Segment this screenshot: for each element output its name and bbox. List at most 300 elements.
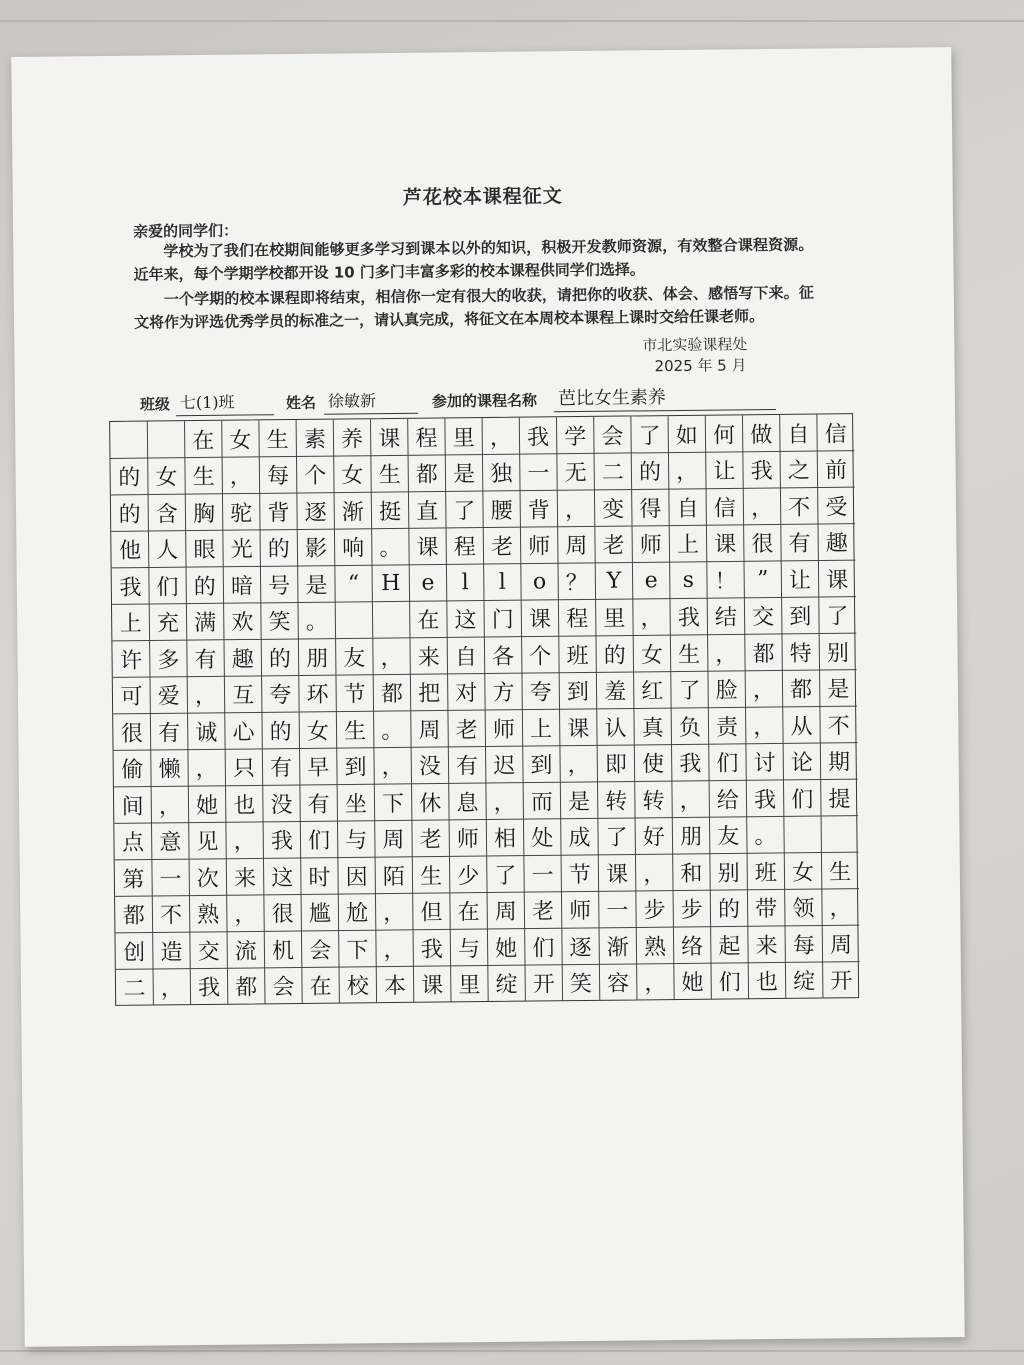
name-label: 姓名 [285,393,317,413]
grid-cell: ， [160,976,183,1002]
grid-cell: ， [750,495,774,521]
grid-cell: 但 [420,900,443,926]
grid-cell [147,421,185,458]
grid-cell [335,602,373,639]
grid-cell: 里 [458,973,481,999]
grid-cell: 陌 [382,864,405,890]
grid-cell: 我 [679,752,702,778]
grid-cell: 很 [120,721,144,747]
grid-cell: 了 [605,825,628,852]
grid-cell: 。 [754,824,777,850]
grid-cell: 也 [233,793,256,819]
grid-cell: 无 [564,461,587,487]
grid-cell: 的 [118,502,141,528]
grid-cell: 时 [308,865,331,891]
grid-cell: 在 [417,608,440,634]
grid-cell: 了 [453,498,476,525]
grid-cell: 让 [713,459,736,485]
grid-cell: 养 [340,427,364,453]
grid-cell: 驼 [230,501,253,527]
grid-cell: 周 [418,718,441,744]
grid-cell: 不 [788,495,811,521]
grid-cell: 从 [790,714,813,740]
grid-cell: 很 [271,902,294,928]
grid-cell: 他 [118,538,142,565]
grid-cell: ？ [565,570,588,596]
grid-cell: ， [644,971,667,997]
grid-cell: 熟 [643,934,667,961]
grid-cell: 许 [120,648,143,674]
grid-cell: 程 [566,607,589,633]
grid-cell: 心 [232,720,255,746]
grid-cell: ， [234,902,257,928]
course-label: 参加的课程名称 [431,391,538,411]
grid-cell: 朋 [679,825,703,851]
grid-cell: 转 [642,788,665,815]
grid-cell: 信 [713,496,736,522]
grid-cell: 们 [716,751,739,777]
grid-cell: 创 [123,940,146,966]
grid-cell [110,422,148,459]
grid-cell: 而 [530,790,554,816]
grid-cell: 的 [267,537,290,563]
grid-cell: 的 [268,646,292,673]
grid-cell: ， [194,684,218,710]
grid-cell: 们 [532,936,555,962]
grid-cell: ， [381,755,404,781]
grid-cell: 来 [755,933,778,959]
grid-cell: 周 [494,899,517,926]
grid-cell: 开 [532,972,555,998]
grid-cell: H [381,570,401,596]
class-label: 班级 [139,395,171,414]
grid-cell: 渐 [606,935,629,961]
grid-cell: 环 [306,682,329,709]
grid-cell: 课 [528,607,552,633]
grid-cell: 来 [417,645,440,671]
grid-cell: ， [229,464,253,490]
grid-cell: 相 [493,826,517,853]
grid-cell: Y [606,568,622,594]
grid-cell: 意 [159,830,182,856]
grid-cell: 会 [309,938,332,964]
grid-cell: ， [564,497,588,523]
grid-cell: 不 [827,713,850,740]
grid-cell: 课 [416,535,439,561]
grid-cell: “ [347,571,360,597]
grid-cell: 师 [569,899,592,925]
grid-cell: 课 [605,862,629,888]
grid-cell: 背 [527,498,550,524]
grid-cell: 里 [452,425,475,452]
grid-cell: ， [380,645,403,671]
grid-cell: 脸 [715,678,738,704]
grid-cell: 步 [680,898,703,924]
grid-cell: 我 [119,575,142,601]
grid-cell: ， [489,425,513,451]
grid-cell: ， [643,861,666,888]
grid-cell: 上 [119,611,142,638]
grid-cell: 这 [271,865,294,892]
grid-cell: 生 [343,719,367,745]
grid-cell: 对 [455,681,478,707]
grid-cell: 尬 [345,901,369,927]
grid-cell: 友 [343,646,366,672]
grid-cell: 自 [676,496,699,522]
grid-cell: 也 [755,970,779,996]
grid-cell: 了 [638,423,661,450]
grid-cell: 班 [754,860,777,886]
grid-cell: 交 [197,939,220,965]
grid-cell: 与 [457,936,481,963]
grid-cell: ， [158,793,182,820]
grid-cell: 下 [381,791,405,817]
grid-cell: 一 [531,863,554,889]
grid-cell: 转 [605,789,628,815]
grid-cell: 们 [156,574,179,601]
grid-cell: 周 [829,932,853,959]
name-value: 徐敏新 [327,391,377,411]
grid-cell: 生 [678,642,701,668]
grid-cell: 是 [452,462,476,488]
grid-cell: 渐 [341,500,364,526]
grid-cell: 造 [160,939,183,966]
grid-cell: 别 [826,640,850,667]
grid-cell: 素 [303,427,327,453]
grid-cell: 的 [118,465,141,492]
grid-cell: 都 [235,975,258,1001]
grid-cell: 迟 [493,753,516,780]
grid-cell: 诚 [195,720,218,746]
grid-cell: 课 [714,532,737,558]
grid-cell: 在 [192,428,215,454]
grid-cell: 因 [345,865,368,891]
grid-cell: 含 [155,501,178,528]
grid-cell: 班 [566,643,589,669]
grid-cell: 互 [232,683,255,709]
grid-cell: 有 [455,754,479,780]
grid-cell: 老 [602,533,625,560]
grid-cell: 有 [307,792,330,818]
grid-cell: 师 [456,827,480,853]
grid-cell: 是 [827,677,850,703]
grid-cell: 没 [270,792,293,819]
grid-cell: 次 [196,866,220,892]
grid-cell: 女 [341,463,364,489]
grid-cell: 夸 [529,680,552,706]
grid-cell: 没 [418,754,442,780]
grid-cell: 机 [271,938,295,965]
grid-cell: 。 [381,718,404,744]
grid-cell: 夸 [269,683,292,709]
grid-cell: 只 [232,756,256,782]
grid-cell: 下 [346,938,369,964]
grid-cell: 到 [566,680,590,706]
grid-cell: 光 [230,537,253,563]
name-underline [324,413,418,415]
grid-cell: 生 [192,465,215,491]
grid-cell: 充 [156,611,180,637]
intro-paragraph: 学校为了我们在校期间能够更多学习到课本以外的知识，积极开发教师资源，有效整合课程资源。近年来，每个学期学校都开设 10 门多门丰富多彩的校本课程供同学们选择。 [133,235,814,284]
grid-cell: 把 [418,681,441,707]
grid-cell: ， [493,790,516,816]
grid-cell: 号 [268,573,291,600]
grid-cell: 女 [306,719,330,745]
grid-cell: 即 [604,752,628,779]
grid-cell: 欢 [231,610,254,636]
grid-cell: 个 [529,644,552,670]
grid-cell: 直 [416,499,439,525]
grid-cell: 笑 [268,610,291,636]
greeting: 亲爱的同学们： [133,221,239,241]
floor-seam [0,20,1024,22]
grid-cell: 络 [681,934,704,960]
grid-cell: 责 [715,715,739,741]
grid-cell: 不 [159,903,183,929]
grid-cell: ， [829,896,852,922]
class-underline [176,414,274,416]
grid-cell: 我 [420,937,443,963]
grid-cell: 二 [601,460,624,487]
grid-cell: 给 [716,788,740,814]
grid-cell: 信 [824,421,847,448]
grid-cell: 每 [792,933,815,959]
grid-cell: l [498,569,507,595]
grid-cell: 坐 [344,792,368,818]
grid-cell: 何 [712,423,736,449]
grid-cell: 趣 [825,531,848,557]
grid-cell: 成 [568,826,591,852]
grid-cell: e [644,567,658,594]
grid-cell: ， [195,757,218,783]
grid-cell: 背 [267,500,290,527]
grid-cell: 学 [564,424,587,450]
grid-cell: 二 [123,976,146,1003]
grid-cell: 生 [419,864,443,890]
grid-cell: 这 [454,608,477,634]
grid-cell: ， [233,829,256,855]
grid-cell: 会 [601,424,624,450]
grid-cell: 期 [827,750,851,776]
grid-cell: 们 [718,970,741,996]
grid-cell: 周 [382,828,405,854]
grid-cell: 我 [197,976,221,1002]
grid-cell: s [682,567,695,593]
grid-cell: 开 [830,969,853,995]
grid-cell: 都 [122,903,146,930]
grid-cell: 一 [159,866,182,893]
grid-cell: 老 [419,827,442,853]
essay-title: 芦花校本课程征文 [402,185,563,209]
grid-cell: 少 [457,863,480,890]
grid-cell: 的 [269,719,292,746]
grid-cell: ， [753,714,776,740]
grid-cell: 有 [269,756,293,782]
class-value: 七(1)班 [179,392,235,413]
grid-cell: 结 [714,605,738,631]
grid-cell: 们 [791,787,814,813]
grid-cell: 课 [421,973,444,999]
essay-line [116,962,860,1006]
issue-date: 2025 年 5 月 [654,356,747,376]
grid-cell: 各 [492,644,515,670]
grid-cell: 息 [456,790,479,817]
grid-cell: 胸 [192,501,216,527]
grid-cell: ” [757,566,769,592]
grid-cell: l [461,569,469,596]
grid-cell: 很 [751,532,774,558]
grid-cell: 起 [718,934,741,960]
grid-cell: 点 [121,830,145,857]
grid-cell: 有 [158,720,181,747]
grid-cell: ， [679,788,702,814]
grid-cell: 自 [454,644,478,671]
grid-cell: 趣 [231,647,254,673]
grid-cell: 我 [677,606,700,632]
grid-cell: ， [383,901,406,927]
grid-cell: 了 [678,679,701,705]
grid-cell: 处 [531,826,554,852]
essay-paper [11,47,964,1347]
grid-cell: 负 [678,715,702,741]
grid-cell: 间 [121,794,144,820]
grid-cell: 影 [304,536,328,563]
grid-cell: 师 [492,717,516,743]
grid-cell: 节 [568,862,591,888]
grid-cell: 个 [304,463,327,490]
grid-cell: 熟 [197,903,220,929]
grid-cell: o [532,569,547,595]
grid-cell: ， [567,753,590,779]
grid-cell: 方 [492,680,515,707]
grid-cell: 和 [680,861,703,887]
grid-cell: 论 [790,750,814,777]
grid-cell: 老 [490,534,514,561]
grid-cell: 第 [122,867,145,893]
grid-cell: 友 [717,824,740,850]
grid-cell: 真 [641,715,664,742]
grid-cell: 别 [717,861,740,887]
grid-cell: 都 [380,682,404,708]
grid-cell: 带 [755,897,778,923]
grid-cell: 容 [607,971,630,998]
grid-cell: ， [383,937,406,963]
grid-cell: 绽 [793,969,816,996]
grid-cell: 她 [681,971,704,997]
grid-cell: 偷 [121,757,144,784]
grid-cell: 挺 [378,499,402,525]
grid-cell: 女 [640,642,664,669]
grid-cell: 女 [155,465,178,491]
grid-cell: 交 [752,605,775,631]
grid-cell [821,816,859,853]
grid-cell: 们 [307,828,331,855]
grid-cell: 多 [157,647,180,674]
grid-cell: 她 [495,936,518,962]
grid-cell: 都 [789,677,813,704]
grid-cell: 之 [787,458,810,485]
grid-cell: 眼 [193,538,216,564]
grid-cell: 女 [229,428,252,454]
grid-cell: 老 [531,899,555,925]
grid-cell: ， [640,606,663,632]
grid-cell: 得 [639,496,662,523]
grid-cell: ！ [714,569,737,595]
grid-cell: 的 [717,897,741,923]
grid-cell: 她 [195,793,219,819]
grid-cell: 逐 [569,935,592,961]
grid-cell: 了 [826,604,849,630]
grid-cell: 响 [342,536,365,562]
grid-cell: 女 [791,860,815,886]
grid-cell: 会 [272,975,295,1001]
grid-cell: 生 [378,463,401,489]
grid-cell: 师 [528,534,551,560]
grid-cell: 是 [567,789,591,815]
grid-cell: 有 [194,647,217,673]
grid-cell: 腰 [490,498,513,524]
writing-grid [109,413,859,1006]
grid-cell: 与 [345,828,368,854]
grid-cell: 使 [641,752,665,778]
grid-cell: 休 [419,791,442,817]
grid-cell: 提 [828,786,851,813]
grid-cell: e [421,570,435,596]
grid-cell: 我 [753,787,777,813]
grid-cell: 上 [676,533,700,559]
grid-cell [784,816,822,853]
grid-cell: 特 [789,641,812,667]
grid-cell: 在 [457,900,480,926]
grid-cell: 我 [750,459,773,485]
grid-cell: 逐 [304,500,327,526]
grid-cell: 见 [196,830,219,856]
grid-cell: 我 [270,829,294,855]
grid-cell: 里 [603,606,626,633]
grid-cell: 来 [233,866,257,892]
grid-cell: 步 [643,898,666,924]
grid-cell: ， [752,678,776,704]
grid-cell: 了 [494,863,517,889]
grid-cell: 前 [824,458,848,484]
grid-cell: 讨 [753,751,776,777]
grid-cell: 独 [490,461,513,488]
grid-cell: 如 [675,423,699,449]
grid-cell: 的 [193,574,216,600]
grid-cell: 上 [529,717,553,743]
grid-cell: 暗 [230,574,254,600]
grid-cell: 校 [346,974,369,1000]
grid-cell: 爱 [157,684,180,710]
grid-cell: 本 [383,974,407,1000]
floor-seam [0,1350,1024,1352]
grid-cell: 满 [194,611,217,637]
grid-cell: 到 [789,604,812,631]
grid-cell: 门 [491,607,514,634]
grid-cell: 师 [639,533,662,559]
grid-cell: 红 [641,679,664,705]
grid-cell: 。 [379,536,402,562]
grid-cell: 是 [305,573,328,599]
grid-cell: 周 [565,534,588,560]
grid-cell: 都 [415,462,438,488]
grid-cell: 课 [378,426,401,452]
grid-cell: 可 [120,684,143,711]
grid-cell: ， [676,460,699,486]
grid-cell: 到 [344,755,367,781]
grid-cell: 好 [642,825,666,851]
grid-cell: 的 [603,643,626,669]
